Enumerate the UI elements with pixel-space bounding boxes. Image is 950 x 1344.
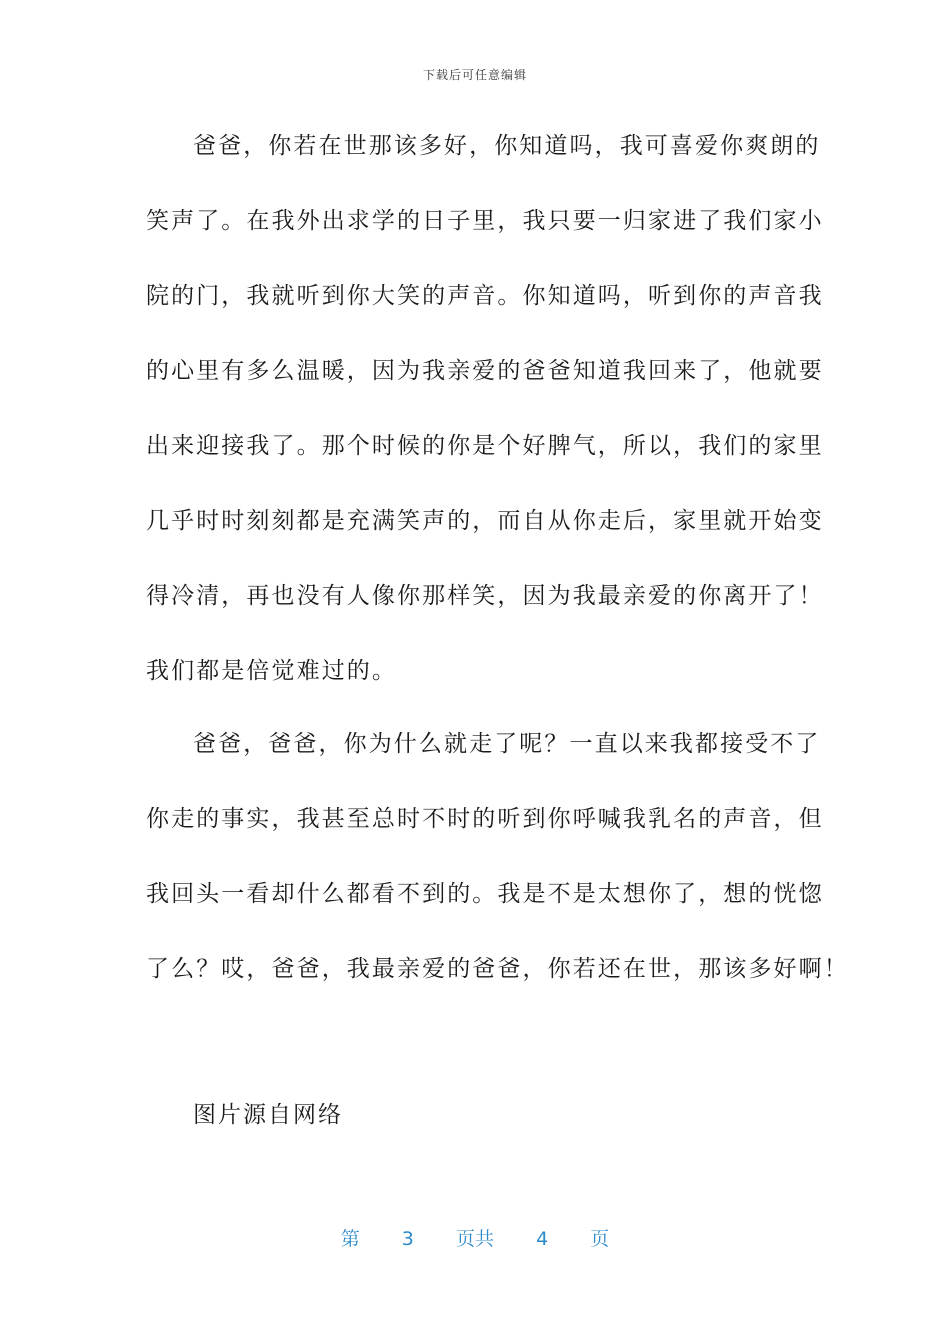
image-source-caption: 图片源自网络 [193,1102,343,1128]
paragraph-2-line-1: 爸爸，爸爸，你为什么就走了呢？一直以来我都接受不了 [193,731,821,757]
footer-current-page: 3 [401,1228,414,1250]
paragraph-1-line-5: 出来迎接我了。那个时候的你是个好脾气，所以，我们的家里 [146,433,824,459]
footer-total-pages: 4 [536,1228,549,1250]
paragraph-1-line-4: 的心里有多么温暖，因为我亲爱的爸爸知道我回来了，他就要 [146,358,824,384]
footer-suffix: 页 [590,1228,610,1250]
footer-prefix: 第 [340,1228,360,1250]
paragraph-1-line-7: 得冷清，再也没有人像你那样笑，因为我最亲爱的你离开了！ [146,583,824,609]
paragraph-2-line-3: 我回头一看却什么都看不到的。我是不是太想你了，想的恍惚 [146,881,824,907]
footer-middle: 页共 [455,1228,494,1250]
page-header-note: 下载后可任意编辑 [422,68,527,82]
paragraph-1-line-6: 几乎时时刻刻都是充满笑声的，而自从你走后，家里就开始变 [146,508,824,534]
paragraph-2-line-4: 了么？哎，爸爸，我最亲爱的爸爸，你若还在世，那该多好啊！ [146,956,849,982]
paragraph-1-line-2: 笑声了。在我外出求学的日子里，我只要一归家进了我们家小 [146,208,824,234]
paragraph-1-line-8: 我们都是倍觉难过的。 [146,658,397,684]
paragraph-2-line-2: 你走的事实，我甚至总时不时的听到你呼喊我乳名的声音，但 [146,806,824,832]
paragraph-1-line-3: 院的门，我就听到你大笑的声音。你知道吗，听到你的声音我 [146,283,824,309]
page-number-footer [0,1224,950,1251]
paragraph-1-line-1: 爸爸，你若在世那该多好，你知道吗，我可喜爱你爽朗的 [193,133,821,159]
